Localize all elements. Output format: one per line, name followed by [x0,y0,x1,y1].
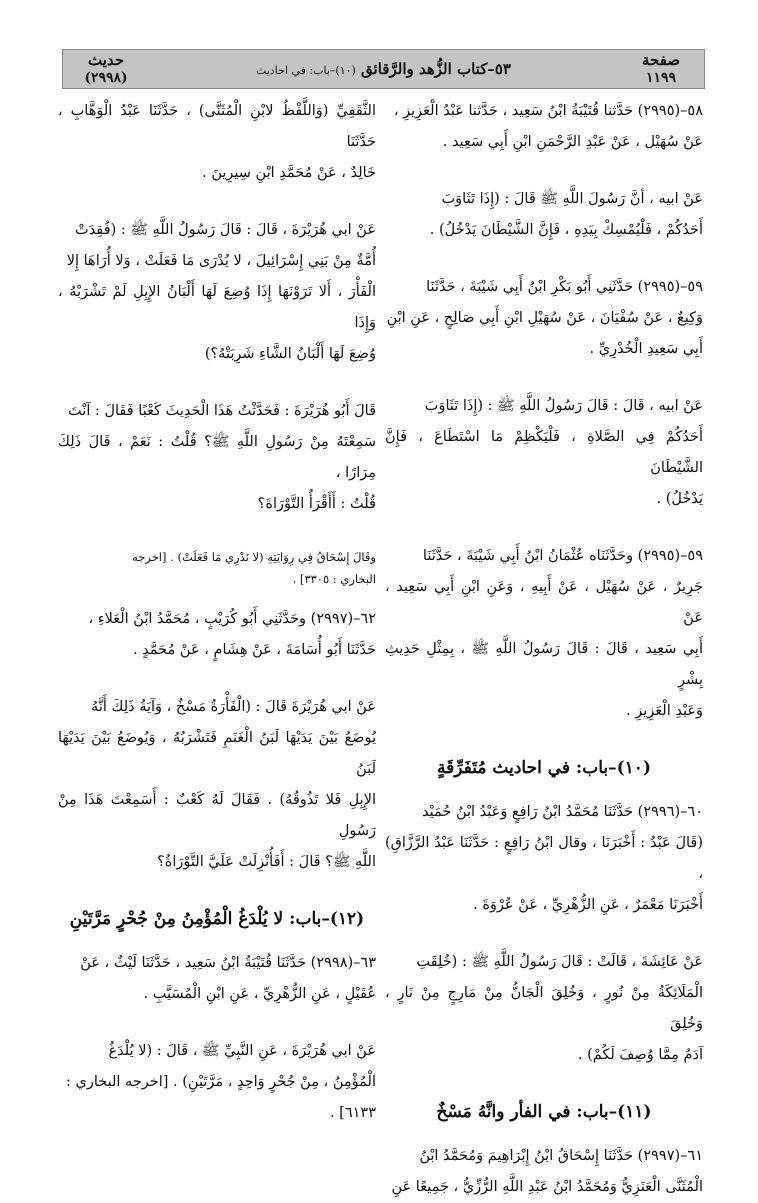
line: يَدْخُلُ) . [656,491,703,507]
hadith-58-isnad [385,96,703,158]
line: الْمَلَائِكَةُ مِنْ نُورٍ ، وَخُلِقَ الْجَانُّ مِنْ مَارِجٍ مِنْ نَارٍ ، وَخُلِقَ [385,985,703,1032]
hadith-63-matn [58,1036,376,1129]
line: (قَالَ عَبْدٌ : أَخْبَرَنَا ، وقال ابْنُ رَافِعٍ : حَدَّثَنَا عَبْدُ الرَّزَّاقِ) ، [385,835,703,882]
line: خَالِدٌ ، عَنْ مُحَمَّدِ ابْنِ سِيرِينَ . [202,165,376,181]
line: الْمُثَنَّى الْعَنَزِيُّ وَمُحَمَّدُ ابْنُ عَبْدِ اللَّهِ الرُّزِّيُّ ، جَمِيعًا عَنِ [391,1179,703,1195]
line: أُمَّةٌ مِنْ بَنِي إِسْرَائِيلَ ، لا يُدْرَى مَا فَعَلَتْ ، وَلا أُرَاهَا إِلا [66,253,376,269]
hadith-61-kab [58,396,376,520]
hadith-61-matn [58,215,376,370]
chapter-12-heading: (١٢)–باب: لا يُلْدَغُ الْمُؤْمِنُ مِنْ جُحْرٍ مَرَّتَيْنِ [69,909,365,929]
hadith-62-isnad [58,604,376,666]
line: عَنْ ابيه ، أنَّ رَسُولَ اللَّهِ ﷺ قَالَ : (إِذَا تَثَاوَبَ [441,191,703,207]
line: أَبِي سَعِيدِ الْخُدْرِيِّ . [589,341,703,357]
book-title [149,60,618,78]
line: ٥٩–(٢٩٩٥) حَدَّثَنِي أَبُو بَكْرِ ابْنُ أَبِي شَيْبَةَ ، حَدَّثَنَا [426,279,703,295]
line: عَنْ سُهَيْل ، عَنْ عَبْدِ الرَّحْمَنِ ابْنِ أَبِي سَعِيد . [442,134,703,150]
line: ٦١–(٢٩٩٧) حَدَّثَنَا إِسْحَاقُ ابْنُ إِبْرَاهِيمَ وَمُحَمَّدُ ابْنُ [419,1148,703,1164]
line: وَعَبْدِ الْعَزِيزِ . [626,703,703,719]
line: ٦٠–(٢٩٩٦) حَدَّثَنَا مُحَمَّدُ ابْنُ رَافِعٍ وَعَبْدُ ابْنُ حُمَيْد [422,804,703,820]
line: أَبِي سَعِيد ، قَالَ : قَالَ رَسُولُ اللَّهِ ﷺ ، بِمِثْلِ حَدِيثِ بِشْرٍ [385,641,703,688]
line: أَحَدُكُمْ فِي الصَّلاةِ ، فَلْيَكْظِمْ مَا اسْتَطَاعَ ، فَإِنَّ الشَّيْطَانَ [385,429,703,476]
line: جَرِيرٌ ، عَنْ سُهَيْل ، عَنْ أَبِيهِ ، وَعَنِ ابْنِ أَبِي سَعِيد ، عَنْ [385,579,703,626]
chapter-11-heading: (١١)–باب: في الفأر وانَّهُ مَسْخٌ [436,1102,652,1122]
hadith-61-isnad [385,1141,703,1203]
line: عَنْ ابي هُرَيْرَةَ ، قَالَ : قَالَ رَسُولُ اللَّهِ ﷺ : (فُقِدَتْ [75,222,376,238]
line: ٦٣–(٢٩٩٨) حَدَّثَنَا قُتَيْبَةُ ابْنُ سَعِيد ، حَدَّثَنَا لَيْثٌ ، عَنْ [80,955,376,971]
line: الْمُؤْمِنُ ، مِنْ جُحْرٍ وَاحِدٍ ، مَرَّتَيْنِ) . [اخرجه البخاري : [65,1074,376,1090]
hadith-63-isnad [58,948,376,1010]
line: عُقَيْلٍ ، عَنِ الزُّهْرِيِّ ، عَنِ ابْنِ الْمُسَيَّبِ . [143,986,376,1002]
line: آدَمُ مِمَّا وُصِفَ لَكُمْ) . [577,1047,703,1063]
hadith-61-note [58,546,376,590]
left-column [58,96,376,1129]
chapter-title-text: (١٠)–باب: في احاديث [256,64,356,77]
line: الثَّقَفِيِّ (وَاللَّفْظُ لابْنِ الْمُثَنَّى) ، حَدَّثَنَا عَبْدُ الْوَهَّابِ ، حَدَّثَنَا [58,103,376,150]
page-number-box [618,51,704,87]
line: البخاري : ٣٣٠٥] . [292,572,376,586]
line: أَخْبَرَنَا مَعْمَرٌ ، عَنِ الزُّهْرِيِّ ، عَنْ عُرْوَةَ . [473,897,703,913]
line: الْفَأْرَ ، أَلا تَرَوْنَهَا إِذَا وُضِعَ لَهَا أَلْبَانُ الإِبِلِ لَمْ تَشْرَبْهُ ، وَإِذَا [58,284,376,331]
line: ٦٢–(٢٩٩٧) وحَدَّثَنِي أَبُو كُرَيْبٍ ، مُحَمَّدُ ابْنُ الْعَلاءِ ، [88,611,376,627]
line: يُوضَعُ بَيْنَ يَدَيْهَا لَبَنُ الْغَنَمِ فَتَشْرَبُهُ ، وَيُوضَعُ بَيْنَ يَدَيْهَا لَبَنُ [58,730,376,777]
line: وقَالَ إِسْحَاقُ فِي رِوَايَتِهِ (لا نَدْرِي مَا فَعَلَتْ) . [اخرجه [132,550,376,564]
line: عَنْ ابيه ، قَالَ : قَالَ رَسُولُ اللَّهِ ﷺ : (إِذَا تَثَاوَبَ [424,398,703,414]
line: اللَّهِ ﷺ؟ قَالَ : أَفَأُنْزِلَتْ عَلَيَّ التَّوْرَاةُ؟ [157,854,376,870]
line: قَالَ أَبُو هُرَيْرَةَ : فَحَدَّثْتُ هَذَا الْحَدِيثَ كَعْبًا فَقَالَ : آنْتَ [68,403,376,419]
line: حَدَّثَنَا أَبُو أُسَامَةَ ، عَنْ هِشَامٍ ، عَنْ مُحَمَّدٍ . [132,642,376,658]
line: عَنْ ابي هُرَيْرَةَ قَالَ : (الْفَأْرَةُ مَسْخٌ ، وَآيَةُ ذَلِكَ أَنَّهُ [91,699,376,715]
line: وَكِيعٌ ، عَنْ سُفْيَانَ ، عَنْ سُهَيْلِ ابْنِ أَبِي صَالِحٍ ، عَنِ ابْنِ [386,310,703,326]
hadith-59b [385,541,703,727]
line: أَحَدُكُمْ ، فَلْيُمْسِكْ بِيَدِهِ ، فَإِنَّ الشَّيْطَانَ يَدْخُلُ) . [429,222,703,238]
hadith-number-box [63,51,149,87]
hadith-58-matn [385,184,703,246]
line: سَمِعْتَهُ مِنْ رَسُولِ اللَّهِ ﷺ؟ قُلْتُ : نَعَمْ ، قَالَ ذَلِكَ مِرَارًا ، [58,434,376,481]
line: ٦١٣٣] . [329,1105,376,1121]
page-number: ١١٩٩ [645,70,677,86]
hadith-59-isnad [385,272,703,365]
hadith-60-isnad [385,797,703,921]
right-column [385,96,703,1203]
hadith-number: (٢٩٩٨) [84,70,128,86]
running-header [62,49,705,89]
line: قُلْتُ : أَأَقْرَأُ التَّوْرَاةَ؟ [257,496,376,512]
page-label: صفحة [641,51,681,69]
chapter-10-heading: (١٠)–باب: في احاديث مُتَفَرِّقَةٍ [437,758,651,778]
line: ٥٩–(٢٩٩٥) وحَدَّثَنَاه عُثْمَانُ ابْنُ أَبِي شَيْبَةَ ، حَدَّثَنَا [422,548,703,564]
book-title-text: ٥٣–كتاب الزُّهد والرَّقائق [361,60,511,78]
hadith-label: حديث [87,51,125,69]
line: ٥٨–(٢٩٩٥) حَدَّثنا قُتَيْبَةُ ابْنُ سَعِيد ، حَدَّثنا عَبْدُ الْعَزِيزِ ، [393,103,703,119]
hadith-60-matn [385,947,703,1071]
hadith-62-matn [58,692,376,878]
line: الإِبِلِ فَلا تَذُوقُهُ) . فَقَالَ لَهُ كَعْبٌ : أَسَمِعْتَ هَذَا مِنْ رَسُولِ [58,792,376,839]
line: عَنْ ابي هُرَيْرَةَ ، عَنِ النَّبِيِّ ﷺ ، قَالَ : (لا يُلْدَغُ [108,1043,376,1059]
hadith-59-matn [385,391,703,515]
line: وُضِعَ لَهَا أَلْبَانُ الشَّاءِ شَرِبَتْهُ؟) [204,346,376,362]
hadith-61-isnad-cont [58,96,376,189]
line: عَنْ عَائِشَةَ ، قَالَتْ : قَالَ رَسُولُ اللَّهِ ﷺ : (خُلِقَتِ [416,954,703,970]
